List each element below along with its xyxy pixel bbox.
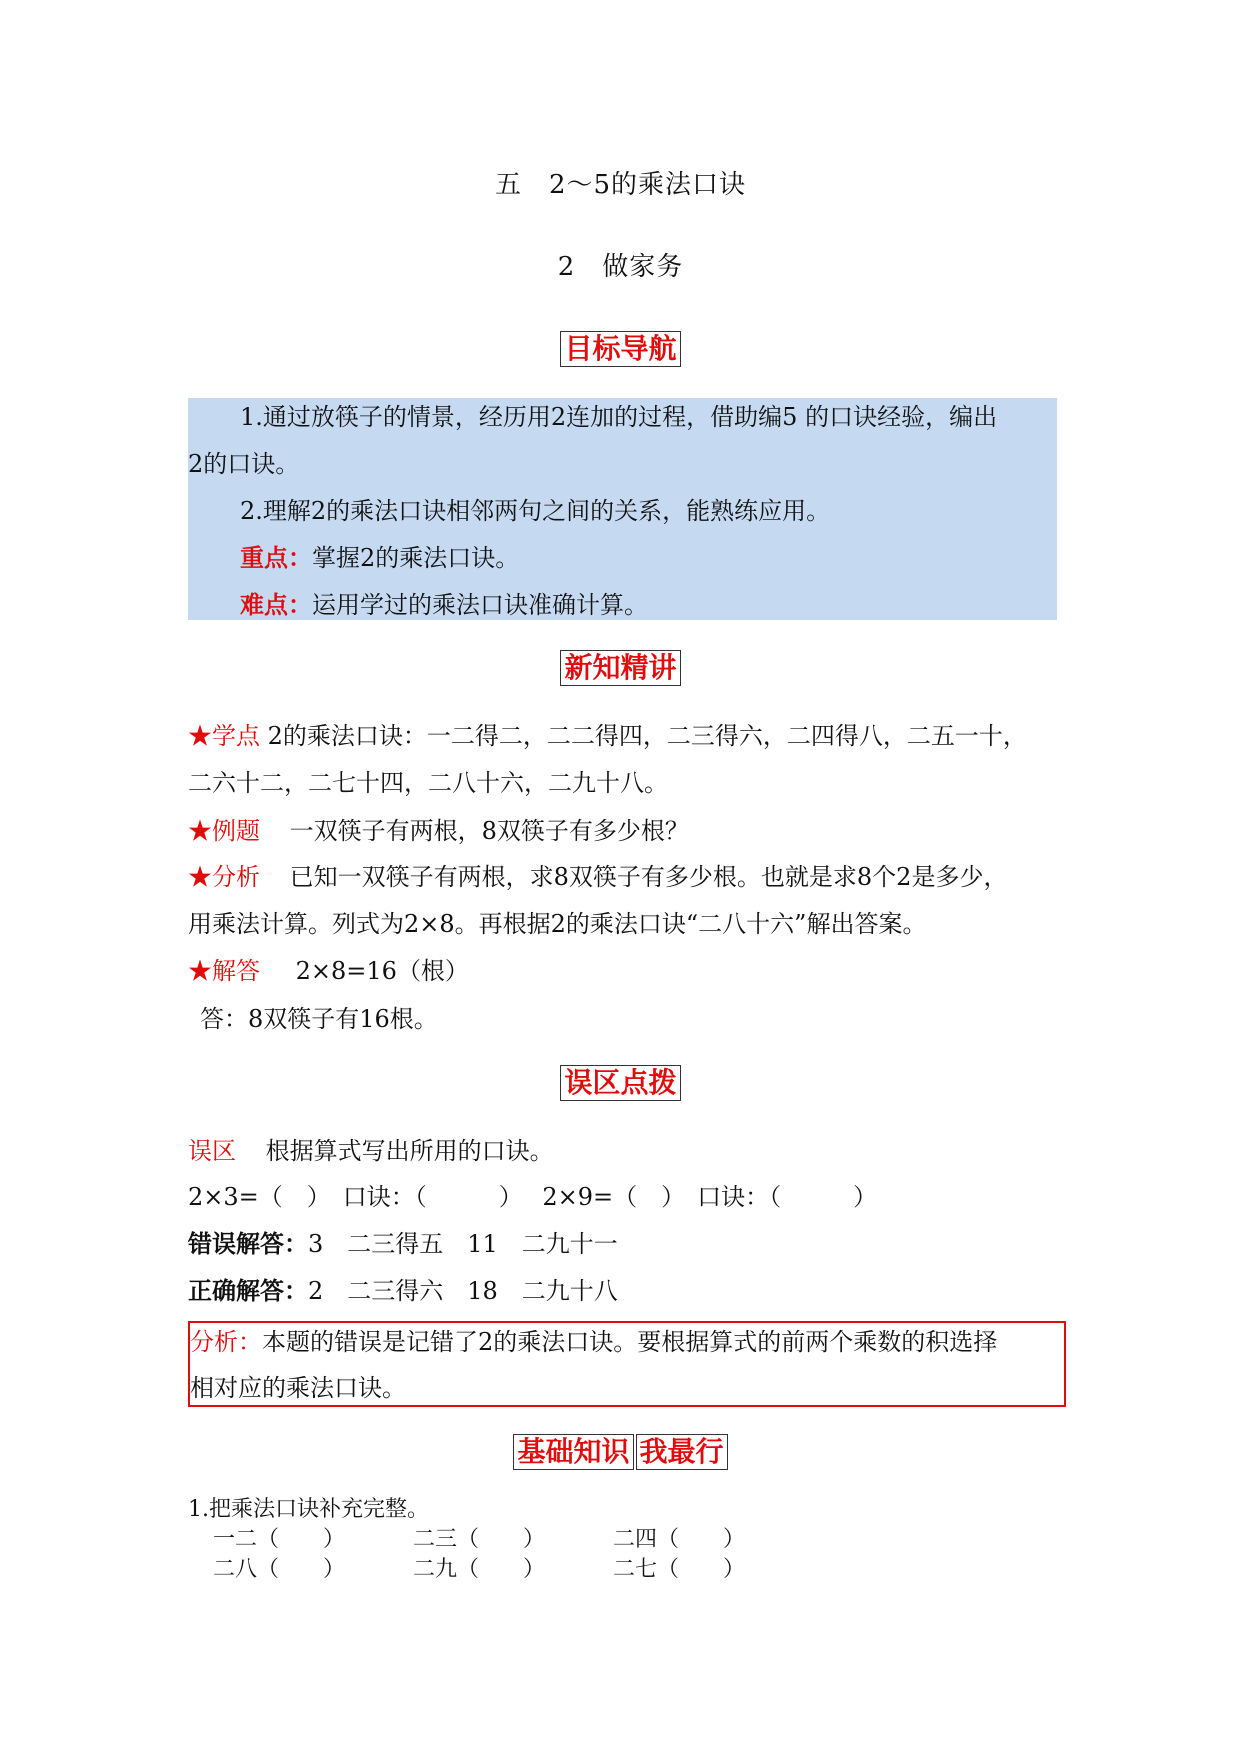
wrong-answer-label: 错误解答： <box>188 1230 308 1258</box>
mistakes-heading-row <box>0 1065 1241 1101</box>
exercise-row-1-item-2: 二三（ ） <box>413 1527 546 1552</box>
unit-title: 五 2～5的乘法口诀 <box>494 170 747 200</box>
goals-heading: 目标导航 <box>560 331 680 367</box>
exercise-row-1-item-1: 一二（ ） <box>213 1527 346 1552</box>
difficult-point-text: 运用学过的乘法口诀准确计算。 <box>312 591 648 619</box>
mistakes-heading: 误区点拨 <box>560 1065 680 1101</box>
study-point-line-1 <box>188 721 1027 751</box>
new-knowledge-heading-row <box>0 650 1241 686</box>
example-label: ★例题 <box>188 817 260 845</box>
analysis-label: ★分析 <box>188 863 260 891</box>
basics-heading-b: 我最行 <box>636 1434 728 1470</box>
key-point-label: 重点： <box>240 544 312 572</box>
basics-heading-a: 基础知识 <box>513 1434 633 1470</box>
mistake-analysis-line-2: 相对应的乘法口诀。 <box>190 1374 406 1402</box>
wrong-answer <box>188 1229 618 1259</box>
goal-item-2: 2.理解2的乘法口诀相邻两句之间的关系，能熟练应用。 <box>240 497 831 525</box>
mistake-analysis-line-1 <box>190 1327 997 1357</box>
correct-answer <box>188 1276 618 1306</box>
exercise-row-1-item-3: 二四（ ） <box>613 1527 746 1552</box>
correct-answer-label: 正确解答： <box>188 1277 308 1305</box>
mistake-label: 误区 <box>188 1137 236 1165</box>
solution <box>188 956 469 986</box>
study-point-line-2: 二六十二，二七十四，二八十六，二九十八。 <box>188 769 668 797</box>
lesson-title: 2 做家务 <box>557 252 684 282</box>
mistake-analysis-text: 本题的错误是记错了2的乘法口诀。要根据算式的前两个乘数的积选择 <box>262 1328 998 1356</box>
analysis-text: 已知一双筷子有两根，求8双筷子有多少根。也就是求8个2是多少， <box>289 863 1008 891</box>
key-point <box>240 543 519 573</box>
goal-item-1-line-2: 2的口诀。 <box>188 450 300 478</box>
wrong-answer-text: 3 二三得五 11 二九十一 <box>308 1230 618 1258</box>
new-knowledge-heading: 新知精讲 <box>560 650 680 686</box>
mistake-analysis-label: 分析： <box>190 1328 262 1356</box>
basics-heading-row <box>0 1434 1241 1470</box>
goal-item-1-line-1: 1.通过放筷子的情景，经历用2连加的过程，借助编5 的口诀经验，编出 <box>240 403 998 431</box>
exercise-row-2-item-2: 二九（ ） <box>413 1557 546 1582</box>
exercise-row-2-item-3: 二七（ ） <box>613 1557 746 1582</box>
mistake-question: 2×3=（ ） 口诀：（ ） 2×9=（ ） 口诀：（ ） <box>188 1183 878 1211</box>
difficult-point <box>240 590 648 620</box>
solution-answer: 答：8双筷子有16根。 <box>200 1005 438 1033</box>
goals-heading-row <box>0 331 1241 367</box>
difficult-point-label: 难点： <box>240 591 312 619</box>
example-text: 一双筷子有两根，8双筷子有多少根？ <box>289 817 689 845</box>
correct-answer-text: 2 二三得六 18 二九十八 <box>308 1277 618 1305</box>
analysis-line-1 <box>188 862 1007 892</box>
exercise-row-2-item-1: 二八（ ） <box>213 1557 346 1582</box>
mistake-prompt-text: 根据算式写出所用的口诀。 <box>265 1137 554 1165</box>
mistake-prompt <box>188 1136 554 1166</box>
key-point-text: 掌握2的乘法口诀。 <box>312 544 520 572</box>
exercise-question-1: 1.把乘法口诀补充完整。 <box>188 1497 429 1522</box>
solution-label: ★解答 <box>188 957 260 985</box>
analysis-line-2: 用乘法计算。列式为2×8。再根据2的乘法口诀“二八十六”解出答案。 <box>188 910 927 938</box>
example <box>188 816 689 846</box>
solution-formula: 2×8=16（根） <box>295 957 469 985</box>
study-point-text: 2的乘法口诀：一二得二，二二得四，二三得六，二四得八，二五一十， <box>267 722 1027 750</box>
study-point-label: ★学点 <box>188 722 260 750</box>
